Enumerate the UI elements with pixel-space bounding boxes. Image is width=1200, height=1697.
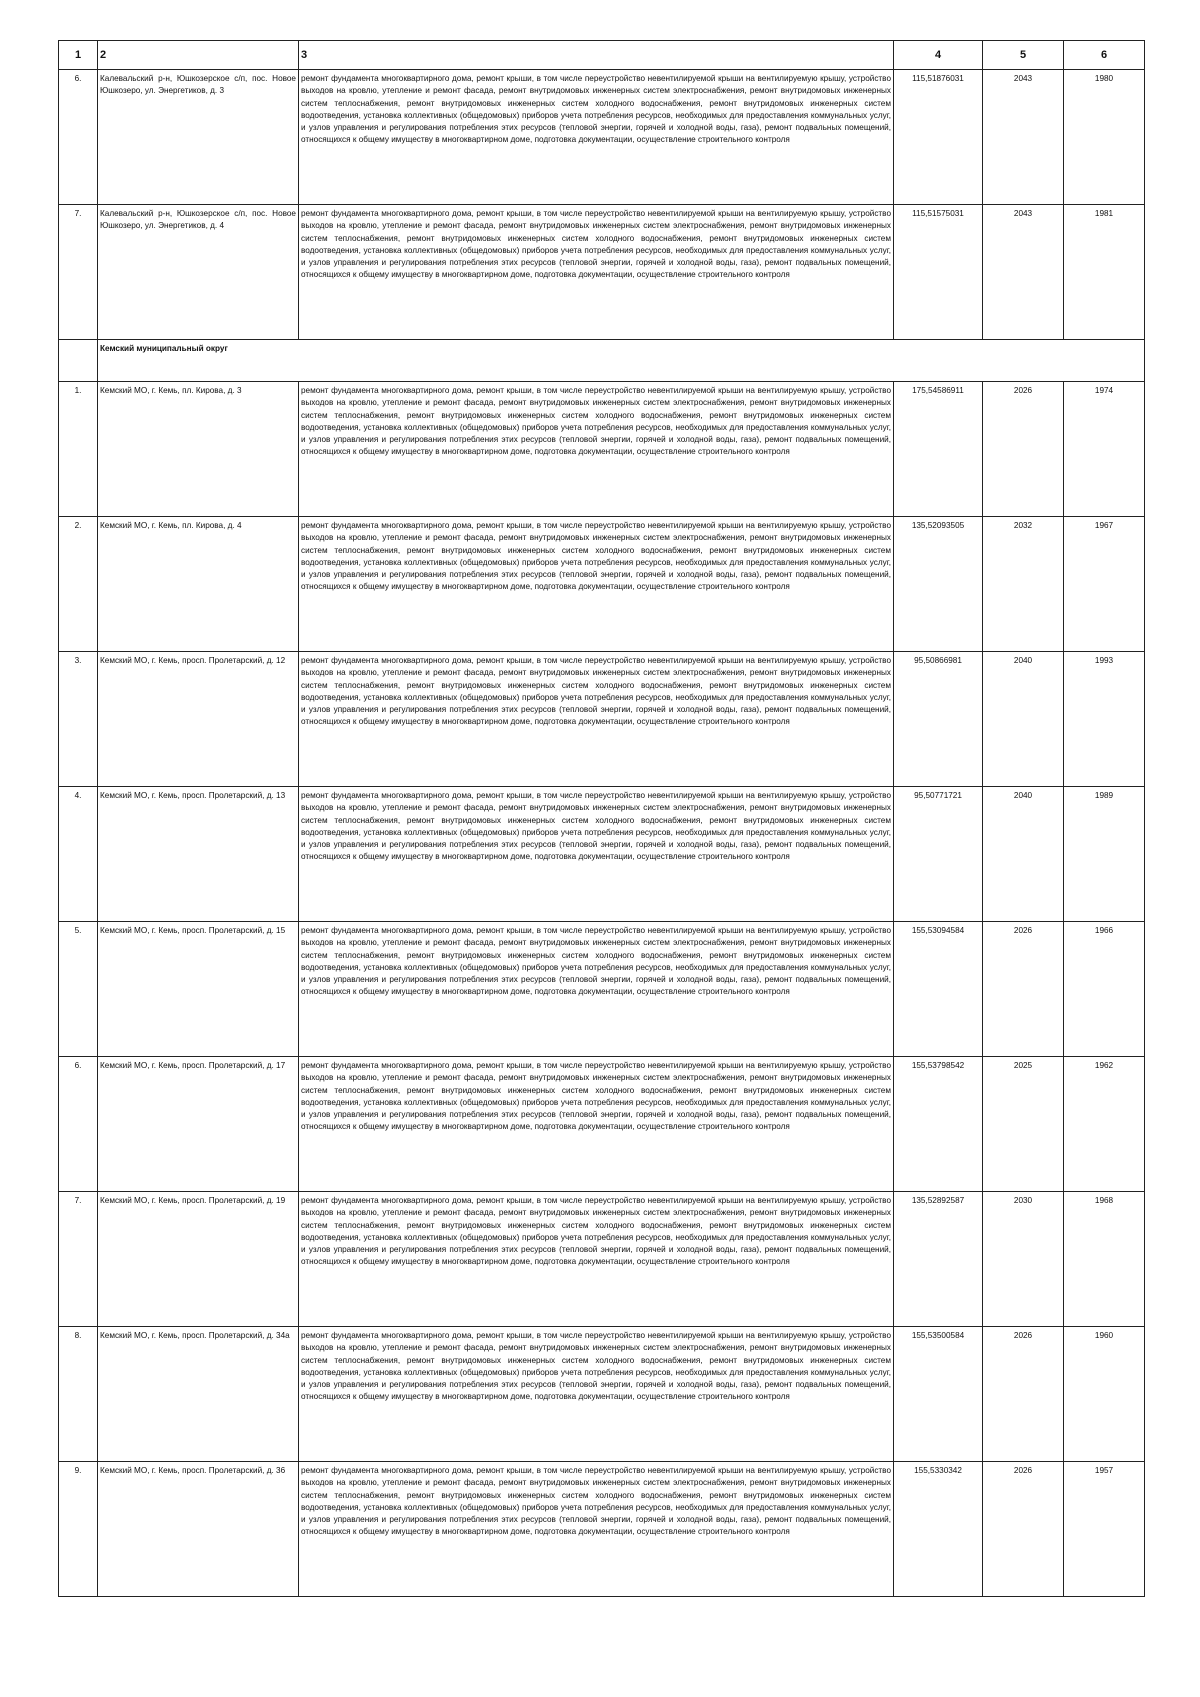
built-year-cell: 1974 — [1064, 382, 1145, 517]
row-number: 4. — [59, 787, 98, 922]
cost-cell: 95,50866981 — [894, 652, 983, 787]
built-year-cell: 1980 — [1064, 70, 1145, 205]
works-cell: ремонт фундамента многоквартирного дома, ремонт крыши, в том числе переустройство невентилируемой крыши на вентилируемую крышу, устройство выходов на кровлю, утепление и ремонт фасада, ремонт внутридомовых инженерных систем электроснабжения, ремонт внутридомовых инженерных систем теплоснабжения, ремонт внутридомовых инженерных систем холодного водоснабжения, ремонт внутридомовых инженерных систем водоотведения, установка коллективных (общедомовых) приборов учета потребления ресурсов, необходимых для предоставления коммунальных услуг, и узлов управления и регулирования потребления этих ресурсов (тепловой энергии, горячей и холодной воды, газа), ремонт подвальных помещений, относящихся к общему имуществу в многоквартирном доме, подготовка документации, осуществление строительного контроля — [299, 1057, 894, 1192]
address-cell: Кемский МО, г. Кемь, просп. Пролетарский, д. 12 — [98, 652, 299, 787]
row-number: 5. — [59, 922, 98, 1057]
row-number: 3. — [59, 652, 98, 787]
built-year-cell: 1967 — [1064, 517, 1145, 652]
built-year-cell: 1960 — [1064, 1327, 1145, 1462]
cost-cell: 135,52892587 — [894, 1192, 983, 1327]
row-number: 1. — [59, 382, 98, 517]
column-header-5: 5 — [983, 41, 1064, 70]
table-row — [59, 70, 1145, 205]
cost-cell: 155,5330342 — [894, 1462, 983, 1597]
section-empty-cell — [59, 340, 98, 382]
column-header-6: 6 — [1064, 41, 1145, 70]
built-year-cell: 1957 — [1064, 1462, 1145, 1597]
address-cell: Кемский МО, г. Кемь, просп. Пролетарский, д. 17 — [98, 1057, 299, 1192]
section-title: Кемский муниципальный округ — [98, 340, 1145, 382]
built-year-cell: 1968 — [1064, 1192, 1145, 1327]
address-cell: Кемский МО, г. Кемь, просп. Пролетарский, д. 34а — [98, 1327, 299, 1462]
row-number: 6. — [59, 70, 98, 205]
works-cell: ремонт фундамента многоквартирного дома, ремонт крыши, в том числе переустройство невентилируемой крыши на вентилируемую крышу, устройство выходов на кровлю, утепление и ремонт фасада, ремонт внутридомовых инженерных систем электроснабжения, ремонт внутридомовых инженерных систем теплоснабжения, ремонт внутридомовых инженерных систем холодного водоснабжения, ремонт внутридомовых инженерных систем водоотведения, установка коллективных (общедомовых) приборов учета потребления ресурсов, необходимых для предоставления коммунальных услуг, и узлов управления и регулирования потребления этих ресурсов (тепловой энергии, горячей и холодной воды, газа), ремонт подвальных помещений, относящихся к общему имуществу в многоквартирном доме, подготовка документации, осуществление строительного контроля — [299, 787, 894, 922]
built-year-cell: 1981 — [1064, 205, 1145, 340]
address-cell: Кемский МО, г. Кемь, просп. Пролетарский, д. 19 — [98, 1192, 299, 1327]
address-cell: Кемский МО, г. Кемь, пл. Кирова, д. 3 — [98, 382, 299, 517]
cost-cell: 155,53500584 — [894, 1327, 983, 1462]
cost-cell: 135,52093505 — [894, 517, 983, 652]
works-cell: ремонт фундамента многоквартирного дома, ремонт крыши, в том числе переустройство невентилируемой крыши на вентилируемую крышу, устройство выходов на кровлю, утепление и ремонт фасада, ремонт внутридомовых инженерных систем электроснабжения, ремонт внутридомовых инженерных систем теплоснабжения, ремонт внутридомовых инженерных систем холодного водоснабжения, ремонт внутридомовых инженерных систем водоотведения, установка коллективных (общедомовых) приборов учета потребления ресурсов, необходимых для предоставления коммунальных услуг, и узлов управления и регулирования потребления этих ресурсов (тепловой энергии, горячей и холодной воды, газа), ремонт подвальных помещений, относящихся к общему имуществу в многоквартирном доме, подготовка документации, осуществление строительного контроля — [299, 517, 894, 652]
address-cell: Кемский МО, г. Кемь, просп. Пролетарский, д. 13 — [98, 787, 299, 922]
year-cell: 2043 — [983, 70, 1064, 205]
table-row — [59, 1327, 1145, 1462]
row-number: 6. — [59, 1057, 98, 1192]
table-row — [59, 1057, 1145, 1192]
year-cell: 2032 — [983, 517, 1064, 652]
document-sheet — [58, 40, 1130, 1597]
column-number-row — [59, 41, 1145, 70]
works-cell: ремонт фундамента многоквартирного дома, ремонт крыши, в том числе переустройство невентилируемой крыши на вентилируемую крышу, устройство выходов на кровлю, утепление и ремонт фасада, ремонт внутридомовых инженерных систем электроснабжения, ремонт внутридомовых инженерных систем теплоснабжения, ремонт внутридомовых инженерных систем холодного водоснабжения, ремонт внутридомовых инженерных систем водоотведения, установка коллективных (общедомовых) приборов учета потребления ресурсов, необходимых для предоставления коммунальных услуг, и узлов управления и регулирования потребления этих ресурсов (тепловой энергии, горячей и холодной воды, газа), ремонт подвальных помещений, относящихся к общему имуществу в многоквартирном доме, подготовка документации, осуществление строительного контроля — [299, 382, 894, 517]
works-cell: ремонт фундамента многоквартирного дома, ремонт крыши, в том числе переустройство невентилируемой крыши на вентилируемую крышу, устройство выходов на кровлю, утепление и ремонт фасада, ремонт внутридомовых инженерных систем электроснабжения, ремонт внутридомовых инженерных систем теплоснабжения, ремонт внутридомовых инженерных систем холодного водоснабжения, ремонт внутридомовых инженерных систем водоотведения, установка коллективных (общедомовых) приборов учета потребления ресурсов, необходимых для предоставления коммунальных услуг, и узлов управления и регулирования потребления этих ресурсов (тепловой энергии, горячей и холодной воды, газа), ремонт подвальных помещений, относящихся к общему имуществу в многоквартирном доме, подготовка документации, осуществление строительного контроля — [299, 922, 894, 1057]
cost-cell: 155,53094584 — [894, 922, 983, 1057]
address-cell: Кемский МО, г. Кемь, пл. Кирова, д. 4 — [98, 517, 299, 652]
address-cell: Кемский МО, г. Кемь, просп. Пролетарский, д. 36 — [98, 1462, 299, 1597]
year-cell: 2040 — [983, 652, 1064, 787]
year-cell: 2040 — [983, 787, 1064, 922]
table-row — [59, 1462, 1145, 1597]
year-cell: 2030 — [983, 1192, 1064, 1327]
works-cell: ремонт фундамента многоквартирного дома, ремонт крыши, в том числе переустройство невентилируемой крыши на вентилируемую крышу, устройство выходов на кровлю, утепление и ремонт фасада, ремонт внутридомовых инженерных систем электроснабжения, ремонт внутридомовых инженерных систем теплоснабжения, ремонт внутридомовых инженерных систем холодного водоснабжения, ремонт внутридомовых инженерных систем водоотведения, установка коллективных (общедомовых) приборов учета потребления ресурсов, необходимых для предоставления коммунальных услуг, и узлов управления и регулирования потребления этих ресурсов (тепловой энергии, горячей и холодной воды, газа), ремонт подвальных помещений, относящихся к общему имуществу в многоквартирном доме, подготовка документации, осуществление строительного контроля — [299, 205, 894, 340]
cost-cell: 95,50771721 — [894, 787, 983, 922]
year-cell: 2026 — [983, 922, 1064, 1057]
table-row — [59, 787, 1145, 922]
address-cell: Калевальский р-н, Юшкозерское с/п, пос. Новое Юшкозеро, ул. Энергетиков, д. 4 — [98, 205, 299, 340]
table-row — [59, 652, 1145, 787]
column-header-3: 3 — [299, 41, 894, 70]
year-cell: 2026 — [983, 1327, 1064, 1462]
cost-cell: 175,54586911 — [894, 382, 983, 517]
column-header-1: 1 — [59, 41, 98, 70]
cost-cell: 115,51575031 — [894, 205, 983, 340]
row-number: 7. — [59, 205, 98, 340]
table-row — [59, 205, 1145, 340]
works-cell: ремонт фундамента многоквартирного дома, ремонт крыши, в том числе переустройство невентилируемой крыши на вентилируемую крышу, устройство выходов на кровлю, утепление и ремонт фасада, ремонт внутридомовых инженерных систем электроснабжения, ремонт внутридомовых инженерных систем теплоснабжения, ремонт внутридомовых инженерных систем холодного водоснабжения, ремонт внутридомовых инженерных систем водоотведения, установка коллективных (общедомовых) приборов учета потребления ресурсов, необходимых для предоставления коммунальных услуг, и узлов управления и регулирования потребления этих ресурсов (тепловой энергии, горячей и холодной воды, газа), ремонт подвальных помещений, относящихся к общему имуществу в многоквартирном доме, подготовка документации, осуществление строительного контроля — [299, 1327, 894, 1462]
built-year-cell: 1962 — [1064, 1057, 1145, 1192]
row-number: 9. — [59, 1462, 98, 1597]
works-cell: ремонт фундамента многоквартирного дома, ремонт крыши, в том числе переустройство невентилируемой крыши на вентилируемую крышу, устройство выходов на кровлю, утепление и ремонт фасада, ремонт внутридомовых инженерных систем электроснабжения, ремонт внутридомовых инженерных систем теплоснабжения, ремонт внутридомовых инженерных систем холодного водоснабжения, ремонт внутридомовых инженерных систем водоотведения, установка коллективных (общедомовых) приборов учета потребления ресурсов, необходимых для предоставления коммунальных услуг, и узлов управления и регулирования потребления этих ресурсов (тепловой энергии, горячей и холодной воды, газа), ремонт подвальных помещений, относящихся к общему имуществу в многоквартирном доме, подготовка документации, осуществление строительного контроля — [299, 1192, 894, 1327]
address-cell: Калевальский р-н, Юшкозерское с/п, пос. Новое Юшкозеро, ул. Энергетиков, д. 3 — [98, 70, 299, 205]
cost-cell: 155,53798542 — [894, 1057, 983, 1192]
table-row — [59, 517, 1145, 652]
year-cell: 2026 — [983, 1462, 1064, 1597]
works-cell: ремонт фундамента многоквартирного дома, ремонт крыши, в том числе переустройство невентилируемой крыши на вентилируемую крышу, устройство выходов на кровлю, утепление и ремонт фасада, ремонт внутридомовых инженерных систем электроснабжения, ремонт внутридомовых инженерных систем теплоснабжения, ремонт внутридомовых инженерных систем холодного водоснабжения, ремонт внутридомовых инженерных систем водоотведения, установка коллективных (общедомовых) приборов учета потребления ресурсов, необходимых для предоставления коммунальных услуг, и узлов управления и регулирования потребления этих ресурсов (тепловой энергии, горячей и холодной воды, газа), ремонт подвальных помещений, относящихся к общему имуществу в многоквартирном доме, подготовка документации, осуществление строительного контроля — [299, 1462, 894, 1597]
table-row — [59, 922, 1145, 1057]
repair-program-table — [58, 40, 1145, 1597]
table-row — [59, 382, 1145, 517]
year-cell: 2043 — [983, 205, 1064, 340]
year-cell: 2026 — [983, 382, 1064, 517]
column-header-2: 2 — [98, 41, 299, 70]
row-number: 7. — [59, 1192, 98, 1327]
works-cell: ремонт фундамента многоквартирного дома, ремонт крыши, в том числе переустройство невентилируемой крыши на вентилируемую крышу, устройство выходов на кровлю, утепление и ремонт фасада, ремонт внутридомовых инженерных систем электроснабжения, ремонт внутридомовых инженерных систем теплоснабжения, ремонт внутридомовых инженерных систем холодного водоснабжения, ремонт внутридомовых инженерных систем водоотведения, установка коллективных (общедомовых) приборов учета потребления ресурсов, необходимых для предоставления коммунальных услуг, и узлов управления и регулирования потребления этих ресурсов (тепловой энергии, горячей и холодной воды, газа), ремонт подвальных помещений, относящихся к общему имуществу в многоквартирном доме, подготовка документации, осуществление строительного контроля — [299, 70, 894, 205]
year-cell: 2025 — [983, 1057, 1064, 1192]
table-row — [59, 1192, 1145, 1327]
built-year-cell: 1966 — [1064, 922, 1145, 1057]
address-cell: Кемский МО, г. Кемь, просп. Пролетарский, д. 15 — [98, 922, 299, 1057]
cost-cell: 115,51876031 — [894, 70, 983, 205]
section-row — [59, 340, 1145, 382]
column-header-4: 4 — [894, 41, 983, 70]
row-number: 8. — [59, 1327, 98, 1462]
built-year-cell: 1989 — [1064, 787, 1145, 922]
row-number: 2. — [59, 517, 98, 652]
works-cell: ремонт фундамента многоквартирного дома, ремонт крыши, в том числе переустройство невентилируемой крыши на вентилируемую крышу, устройство выходов на кровлю, утепление и ремонт фасада, ремонт внутридомовых инженерных систем электроснабжения, ремонт внутридомовых инженерных систем теплоснабжения, ремонт внутридомовых инженерных систем холодного водоснабжения, ремонт внутридомовых инженерных систем водоотведения, установка коллективных (общедомовых) приборов учета потребления ресурсов, необходимых для предоставления коммунальных услуг, и узлов управления и регулирования потребления этих ресурсов (тепловой энергии, горячей и холодной воды, газа), ремонт подвальных помещений, относящихся к общему имуществу в многоквартирном доме, подготовка документации, осуществление строительного контроля — [299, 652, 894, 787]
built-year-cell: 1993 — [1064, 652, 1145, 787]
